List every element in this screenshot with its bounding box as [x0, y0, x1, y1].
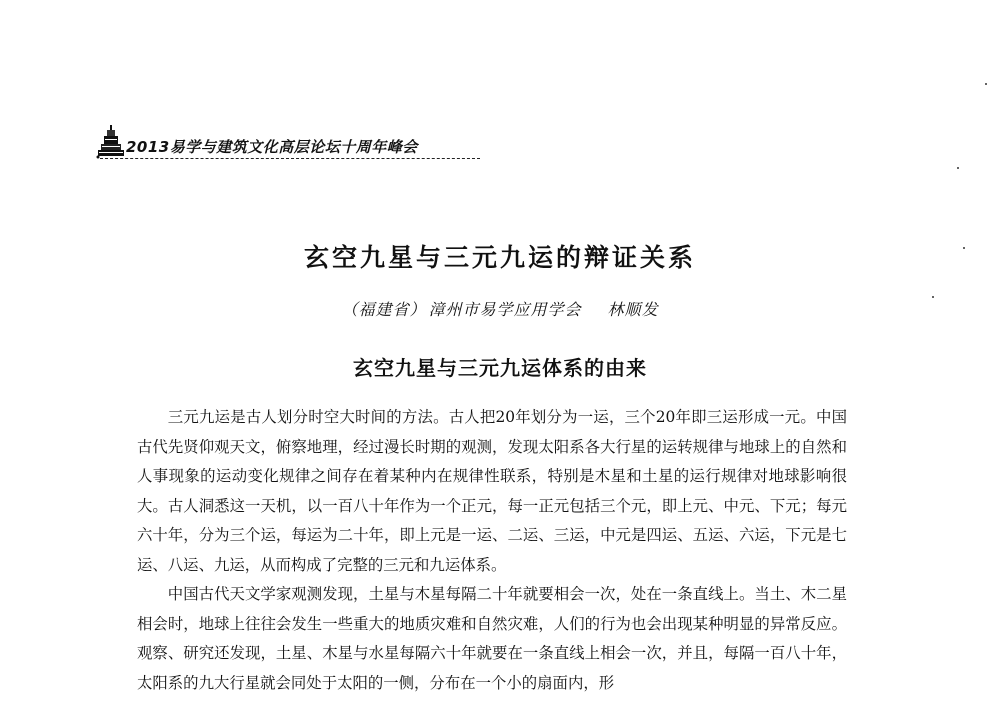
paragraph: 三元九运是古人划分时空大时间的方法。古人把20年划分为一运，三个20年即三运形成一元。中国古代先贤仰观天文，俯察地理，经过漫长时期的观测，发现太阳系各大行星的运转规律与地球上的自然和人事现象的运动变化规律之间存在着某种内在规律性联系，特别是木星和土星的运行规律对地球影响很大。古人洞悉这一天机，以一百八十年作为一个正元，每一正元包括三个元，即上元、中元、下元；每元六十年，分为三个运，每运为二十年，即上元是一运、二运、三运，中元是四运、五运、六运，下元是七运、八运、九运，从而构成了完整的三元和九运体系。 [137, 408, 847, 574]
byline [0, 297, 1000, 320]
book-stack-icon [96, 124, 126, 160]
byline-author: 林顺发 [607, 300, 659, 319]
byline-organization: 漳州市易学应用学会 [428, 300, 582, 319]
paper-title: 玄空九星与三元九运的辩证关系 [303, 243, 696, 272]
scan-speck [957, 167, 959, 169]
header-rule [100, 158, 480, 159]
paragraph: 中国古代天文学家观测发现，土星与木星每隔二十年就要相会一次，处在一条直线上。当土、木二星相会时，地球上往往会发生一些重大的地质灾难和自然灾难，人们的行为也会出现某种明显的异常反应。观察、研究还发现，土星、木星与水星每隔六十年就要在一条直线上相会一次，并且，每隔一百八十年，太阳系的九大行星就会同处于太阳的一侧，分布在一个小的扇面内，形 [137, 585, 847, 692]
scan-speck [985, 83, 987, 85]
running-header-text: 2013易学与建筑文化高层论坛十周年峰会 [126, 138, 418, 156]
running-header [96, 124, 480, 164]
section-heading: 玄空九星与三元九运体系的由来 [353, 356, 647, 380]
body-text [137, 403, 847, 698]
byline-region: （福建省） [341, 300, 427, 319]
